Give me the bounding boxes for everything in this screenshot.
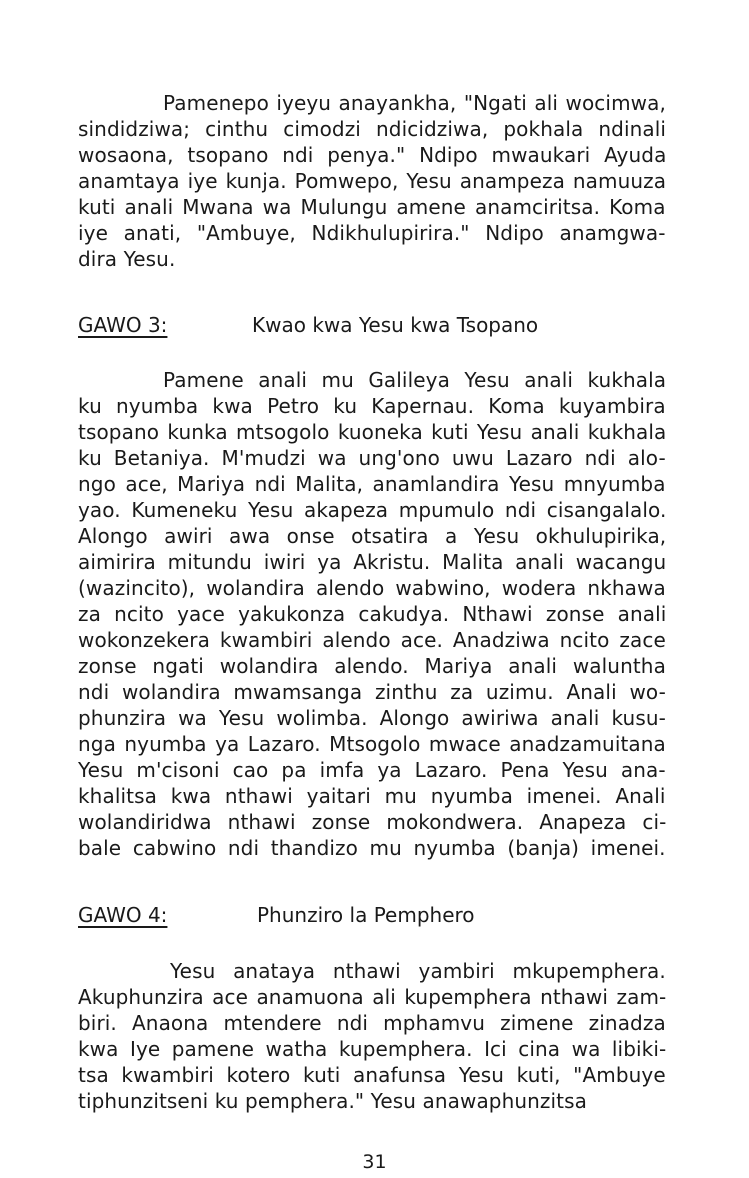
text-line: ngo ace, Mariya ndi Malita, anamlandira Yesu mnyumba — [78, 472, 666, 496]
text-line: yao. Kumeneku Yesu akapeza mpumulo ndi cisangalalo. — [78, 498, 667, 522]
text-line: khalitsa kwa nthawi yaitari mu nyumba imenei. Anali — [78, 784, 666, 808]
section-title: Phunziro la Pemphero — [257, 903, 475, 927]
text-line: tiphunzitseni ku pemphera." Yesu anawaphunzitsa — [78, 1089, 587, 1113]
text-line: tsa kwambiri kotero kuti anafunsa Yesu kuti, "Ambuye — [78, 1063, 666, 1087]
text-line: wokonzekera kwambiri alendo ace. Anadziwa ncito zace — [78, 628, 666, 652]
text-line: phunzira wa Yesu wolimba. Alongo awiriwa anali kusu- — [78, 706, 666, 730]
section-title: Kwao kwa Yesu kwa Tsopano — [252, 313, 539, 337]
section-heading-3 — [78, 312, 167, 338]
text-line: wolandiridwa nthawi zonse mokondwera. Anapeza ci- — [78, 810, 667, 834]
text-line: ku nyumba kwa Petro ku Kapernau. Koma kuyambira — [78, 394, 666, 418]
text-line: Pamene anali mu Galileya Yesu anali kukhala — [163, 368, 667, 392]
text-line: kuti anali Mwana wa Mulungu amene anamciritsa. Koma — [78, 195, 666, 219]
section-label: GAWO 4: — [78, 903, 168, 927]
text-line: tsopano kunka mtsogolo kuoneka kuti Yesu anali kukhala — [78, 420, 667, 444]
text-line: Yesu m'cisoni cao pa imfa ya Lazaro. Pena Yesu ana- — [78, 758, 666, 782]
text-line: kwa Iye pamene watha kupemphera. Ici cina wa libiki- — [78, 1037, 667, 1061]
text-line: Pamenepo iyeyu anayankha, "Ngati ali wocimwa, — [163, 91, 666, 115]
text-line: Yesu anataya nthawi yambiri mkupemphera. — [170, 959, 666, 983]
text-line: iye anati, "Ambuye, Ndikhulupirira." Ndipo anamgwa- — [78, 221, 666, 245]
text-line: Akuphunzira ace anamuona ali kupemphera nthawi zam- — [78, 985, 667, 1009]
text-line: zonse ngati wolandira alendo. Mariya anali waluntha — [78, 654, 666, 678]
text-line: Alongo awiri awa onse otsatira a Yesu okhulupirika, — [78, 524, 667, 548]
section-label: GAWO 3: — [78, 313, 168, 337]
text-line: ndi wolandira mwamsanga zinthu za uzimu. Anali wo- — [78, 680, 666, 704]
section-heading-4 — [78, 902, 167, 928]
text-line: (wazincito), wolandira alendo wabwino, wodera nkhawa — [78, 576, 666, 600]
text-line: aimirira mitundu iwiri ya Akristu. Malita anali wacangu — [78, 550, 667, 574]
text-line: za ncito yace yakukonza cakudya. Nthawi zonse anali — [78, 602, 667, 626]
text-line: nga nyumba ya Lazaro. Mtsogolo mwace anadzamuitana — [78, 732, 666, 756]
text-line: anamtaya iye kunja. Pomwepo, Yesu anampeza namuuza — [78, 169, 667, 193]
text-line: wosaona, tsopano ndi penya." Ndipo mwaukari Ayuda — [78, 143, 667, 167]
text-line: sindidziwa; cinthu cimodzi ndicidziwa, pokhala ndinali — [78, 117, 667, 141]
text-line: bale cabwino ndi thandizo mu nyumba (banja) imenei. — [78, 836, 666, 860]
text-line: biri. Anaona mtendere ndi mphamvu zimene zinadza — [78, 1011, 666, 1035]
page-number: 31 — [362, 1151, 387, 1173]
text-line: ku Betaniya. M'mudzi wa ung'ono uwu Lazaro ndi alo- — [78, 446, 666, 470]
text-line: dira Yesu. — [78, 247, 176, 271]
